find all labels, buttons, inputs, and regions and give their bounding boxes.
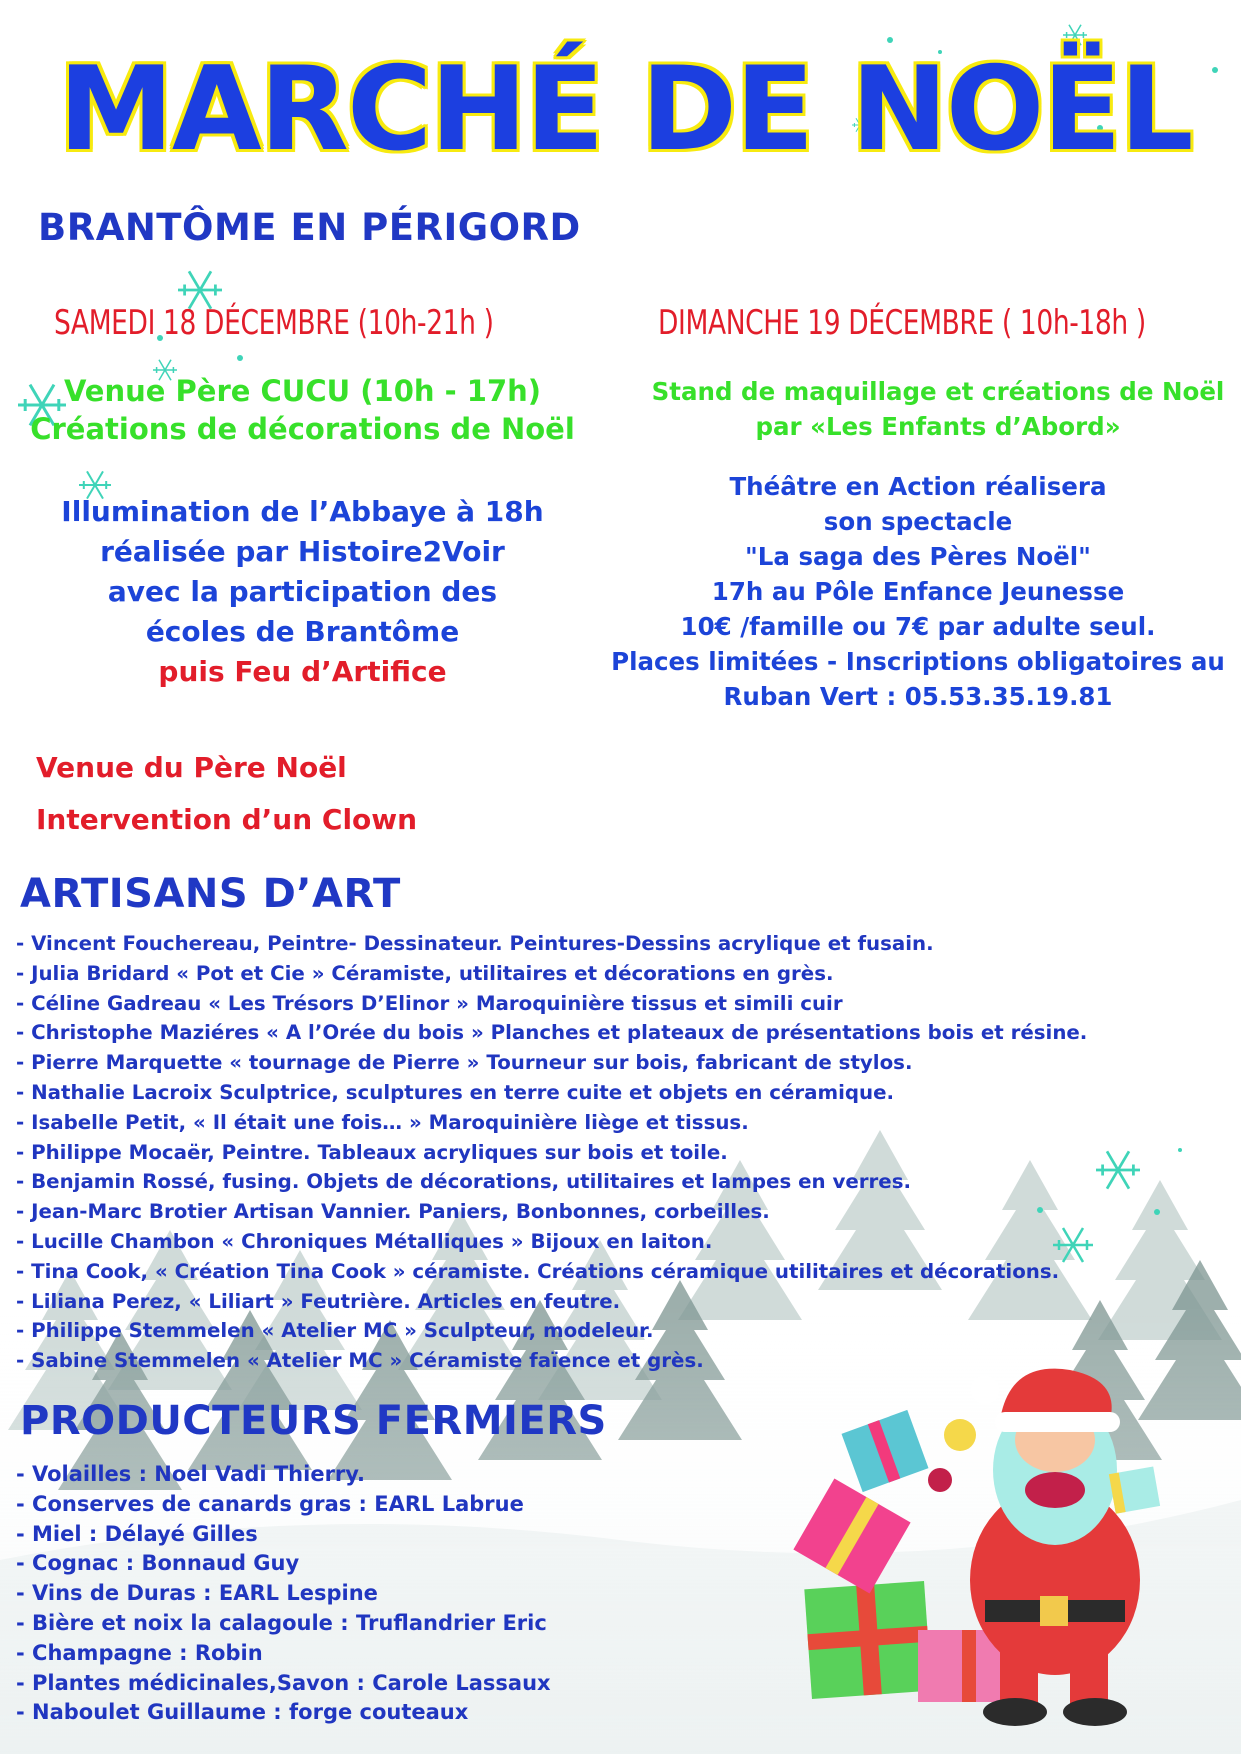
list-item: - Vincent Fouchereau, Peintre- Dessinateur. Peintures-Dessins acrylique et fusain. (16, 932, 934, 955)
list-item: - Philippe Stemmelen « Atelier MC » Sculpteur, modeleur. (16, 1319, 654, 1343)
sunday-blue-line: Places limitées - Inscriptions obligatoires au (611, 647, 1225, 676)
saturday-blue-line: Illumination de l’Abbaye à 18h (61, 495, 544, 528)
list-item: - Cognac : Bonnaud Guy (16, 1551, 300, 1576)
page-title: MARCHÉ DE NOËL (58, 42, 1192, 177)
saturday-green-line: Venue Père CUCU (10h - 17h) (63, 374, 542, 408)
saturday-green-block (20, 372, 585, 448)
sunday-blue-line: "La saga des Pères Noël" (745, 542, 1091, 571)
saturday-extra-block (36, 742, 417, 846)
artisans-title: ARTISANS D’ART (20, 871, 401, 917)
saturday-blue-line: réalisée par Histoire2Voir (100, 535, 505, 568)
saturday-green-line: Créations de décorations de Noël (30, 412, 575, 446)
saturday-extra-line: Intervention d’un Clown (36, 803, 418, 836)
sunday-green-block (640, 374, 1236, 444)
sunday-heading: DIMANCHE 19 DÉCEMBRE ( 10h-18h ) (658, 303, 1146, 343)
list-item: - Miel : Délayé Gilles (16, 1521, 258, 1546)
location-subtitle: BRANTÔME EN PÉRIGORD (38, 206, 581, 249)
list-item: - Pierre Marquette « tournage de Pierre » Tourneur sur bois, fabricant de stylos. (16, 1051, 913, 1075)
list-item: - Conserves de canards gras : EARL Labrue (16, 1491, 524, 1516)
saturday-blue-line: avec la participation des (107, 575, 498, 608)
producers-list (16, 1460, 776, 1728)
sunday-blue-line: Ruban Vert : 05.53.35.19.81 (723, 682, 1113, 711)
list-item: - Champagne : Robin (16, 1640, 263, 1665)
list-item: - Bière et noix la calagoule : Truflandrier Eric (16, 1610, 547, 1635)
list-item: - Nathalie Lacroix Sculptrice, sculptures en terre cuite et objets en céramique. (16, 1080, 895, 1104)
list-item: - Volailles : Noel Vadi Thierry. (16, 1462, 366, 1486)
sunday-green-line: Stand de maquillage et créations de Noël (651, 377, 1225, 406)
sunday-theatre-block (600, 469, 1236, 714)
saturday-extra-line: Venue du Père Noël (36, 751, 347, 784)
producers-title: PRODUCTEURS FERMIERS (20, 1398, 607, 1444)
artisans-list (16, 929, 1236, 1376)
list-item: - Plantes médicinales,Savon : Carole Lassaux (16, 1670, 551, 1695)
list-item: - Naboulet Guillaume : forge couteaux (16, 1700, 469, 1725)
sunday-blue-line: 10€ /famille ou 7€ par adulte seul. (680, 612, 1156, 641)
saturday-heading: SAMEDI 18 DÉCEMBRE (10h-21h ) (54, 303, 494, 343)
list-item: - Sabine Stemmelen « Atelier MC » Céramiste faïence et grès. (16, 1349, 704, 1373)
list-item: - Tina Cook, « Création Tina Cook » céramiste. Créations céramique utilitaires et décorations. (16, 1259, 1060, 1283)
list-item: - Jean-Marc Brotier Artisan Vannier. Paniers, Bonbonnes, corbeilles. (16, 1200, 770, 1224)
list-item: - Julia Bridard « Pot et Cie » Céramiste, utilitaires et décorations en grès. (16, 961, 834, 985)
fireworks-line: puis Feu d’Artifice (158, 655, 447, 688)
list-item: - Lucille Chambon « Chroniques Métalliques » Bijoux en laiton. (16, 1229, 713, 1253)
sunday-blue-line: son spectacle (823, 507, 1013, 536)
sunday-blue-line: 17h au Pôle Enfance Jeunesse (711, 577, 1125, 606)
saturday-blue-line: écoles de Brantôme (145, 615, 460, 648)
list-item: - Céline Gadreau « Les Trésors D’Elinor » Maroquinière tissus et simili cuir (16, 991, 843, 1015)
list-item: - Isabelle Petit, « Il était une fois… » Maroquinière liège et tissus. (16, 1110, 749, 1134)
list-item: - Philippe Mocaër, Peintre. Tableaux acryliques sur bois et toile. (16, 1140, 728, 1164)
list-item: - Christophe Maziéres « A l’Orée du bois » Planches et plateaux de présentations bois et résine. (16, 1021, 1088, 1045)
sunday-green-line: par «Les Enfants d’Abord» (755, 412, 1121, 441)
list-item: - Vins de Duras : EARL Lespine (16, 1581, 378, 1606)
list-item: - Liliana Perez, « Liliart » Feutrière. Articles en feutre. (16, 1289, 621, 1313)
saturday-illumination-block (20, 492, 585, 692)
sunday-blue-line: Théâtre en Action réalisera (729, 472, 1107, 501)
list-item: - Benjamin Rossé, fusing. Objets de décorations, utilitaires et lampes en verres. (16, 1170, 912, 1194)
